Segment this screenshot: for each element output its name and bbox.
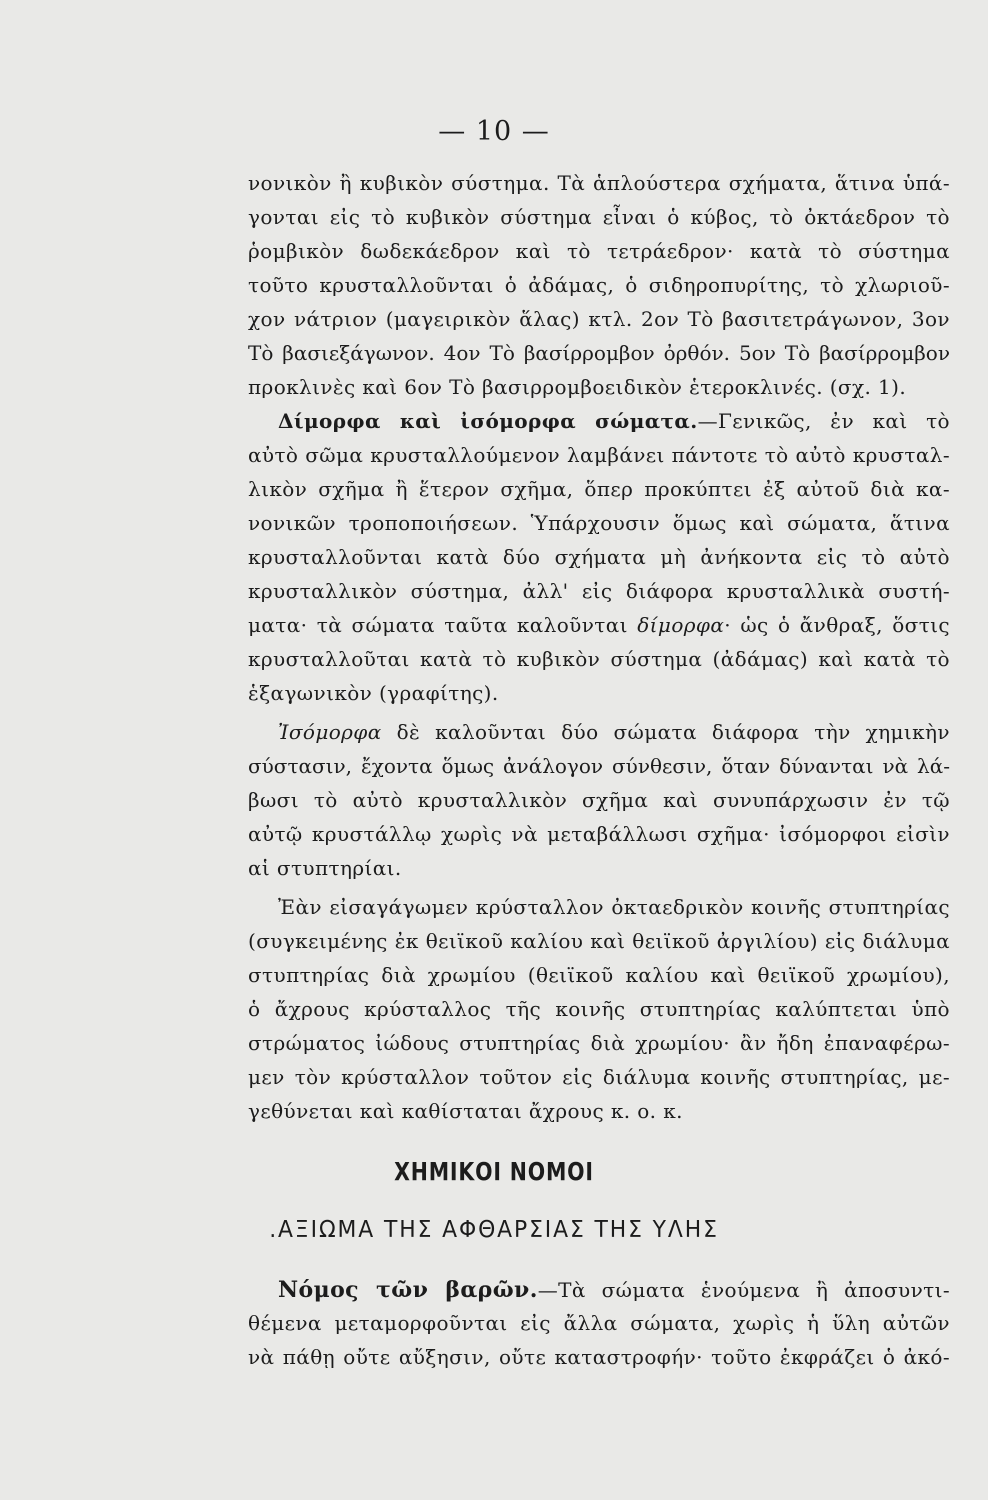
text-line: ἑξαγωνικὸν (γραφίτης). <box>248 681 499 705</box>
text-line: στρώματος ἰώδους στυπτηρίας διὰ χρωμίου· ἂν ἤδη ἐπαναφέρω- <box>248 1031 950 1055</box>
text-line: αὐτῷ κρυστάλλῳ χωρὶς νὰ μεταβάλλωσι σχῆμα· ἰσόμορφοι εἰσὶν <box>248 822 950 846</box>
text-line: Ἐὰν εἰσαγάγωμεν κρύσταλλον ὀκταεδρικὸν κοινῆς στυπτηρίας <box>278 895 950 919</box>
text-fragment: δὲ καλοῦνται δύο σώματα διάφορα τὴν χημικὴν <box>381 720 950 744</box>
text-line: προκλινὲς καὶ 6ον Τὸ βασιρρομβοειδικὸν ἑτεροκλινές. (σχ. 1). <box>248 375 907 399</box>
text-fragment: —Τὰ σώματα ἑνούμενα ἢ ἀποσυντι- <box>537 1278 950 1302</box>
text-fragment: ματα· τὰ σώματα ταῦτα καλοῦνται <box>248 613 638 637</box>
paragraph-lead-line <box>278 409 950 433</box>
section-heading: .ΑΞΙΩΜΑ ΤΗΣ ΑΦΘΑΡΣΙΑΣ ΤΗΣ ΥΛΗΣ <box>269 1217 719 1243</box>
text-line: σύστασιν, ἔχοντα ὅμως ἀνάλογον σύνθεσιν, ὅταν δύνανται νὰ λά- <box>248 754 950 778</box>
text-line: αὐτὸ σῶμα κρυσταλλούμενον λαμβάνει πάντοτε τὸ αὐτὸ κρυσταλ- <box>248 443 950 467</box>
text-fragment: —Γενικῶς, ἐν καὶ τὸ <box>697 409 950 433</box>
text-line <box>248 613 950 637</box>
text-line: λικὸν σχῆμα ἢ ἕτερον σχῆμα, ὅπερ προκύπτει ἐξ αὐτοῦ διὰ κα- <box>248 477 950 501</box>
text-line: τοῦτο κρυσταλλοῦνται ὁ ἀδάμας, ὁ σιδηροπυρίτης, τὸ χλωριοῦ- <box>248 273 950 297</box>
text-line: ῥομβικὸν δωδεκάεδρον καὶ τὸ τετράεδρον· κατὰ τὸ σύστημα <box>248 239 950 263</box>
text-line: (συγκειμένης ἐκ θειϊκοῦ καλίου καὶ θειϊκοῦ ἀργιλίου) εἰς διάλυμα <box>248 929 950 953</box>
paragraph-lead-line <box>278 1277 950 1303</box>
paragraph-lead-line <box>278 720 950 744</box>
text-fragment: · ὡς ὁ ἄνθραξ, ὅστις <box>724 613 950 637</box>
text-line: γεθύνεται καὶ καθίσταται ἄχρους κ. ο. κ. <box>248 1099 683 1123</box>
chapter-heading: ΧΗΜΙΚΟΙ ΝΟΜΟΙ <box>394 1157 594 1186</box>
text-line: κρυσταλλοῦνται κατὰ δύο σχήματα μὴ ἀνήκοντα εἰς τὸ αὐτὸ <box>248 545 950 569</box>
page-number: — 10 — <box>438 116 550 147</box>
text-line: νονικὸν ἢ κυβικὸν σύστημα. Τὰ ἁπλούστερα σχήματα, ἅτινα ὑπά- <box>248 171 950 195</box>
text-line: στυπτηρίας διὰ χρωμίου (θειϊκοῦ καλίου καὶ θειϊκοῦ χρωμίου), <box>248 963 950 987</box>
section-lead-dimorpha: Δίμορφα καὶ ἰσόμορφα σώματα. <box>278 409 698 433</box>
text-line: γονται εἰς τὸ κυβικὸν σύστημα εἶναι ὁ κύβος, τὸ ὀκτάεδρον τὸ <box>248 205 950 229</box>
term-isomorpha: Ἰσόμορφα <box>278 720 382 744</box>
section-lead-law-of-weights: Νόμος τῶν βαρῶν. <box>278 1277 538 1303</box>
text-line: μεν τὸν κρύσταλλον τοῦτον εἰς διάλυμα κοινῆς στυπτηρίας, με- <box>248 1065 950 1089</box>
text-line: κρυσταλλοῦται κατὰ τὸ κυβικὸν σύστημα (ἀδάμας) καὶ κατὰ τὸ <box>248 647 950 671</box>
term-dimorpha: δίμορφα <box>637 613 725 637</box>
text-line: Τὸ βασιεξάγωνον. 4ον Τὸ βασίρρομβον ὀρθόν. 5ον Τὸ βασίρρομβον <box>248 341 950 365</box>
text-line: νονικῶν τροποποιήσεων. Ὑπάρχουσιν ὅμως καὶ σώματα, ἅτινα <box>248 511 950 535</box>
text-line: ὁ ἄχρους κρύσταλλος τῆς κοινῆς στυπτηρίας καλύπτεται ὑπὸ <box>248 997 950 1021</box>
text-line: κρυσταλλικὸν σύστημα, ἀλλ' εἰς διάφορα κρυσταλλικὰ συστή- <box>248 579 950 603</box>
text-line: χον νάτριον (μαγειρικὸν ἅλας) κτλ. 2ον Τὸ βασιτετράγωνον, 3ον <box>248 307 950 331</box>
text-line: θέμενα μεταμορφοῦνται εἰς ἄλλα σώματα, χωρὶς ἡ ὕλη αὐτῶν <box>248 1311 950 1335</box>
text-line: νὰ πάθῃ οὔτε αὔξησιν, οὔτε καταστροφήν· τοῦτο ἐκφράζει ὁ ἀκό- <box>248 1345 950 1369</box>
text-line: αἱ στυπτηρίαι. <box>248 856 402 880</box>
text-line: βωσι τὸ αὐτὸ κρυσταλλικὸν σχῆμα καὶ συνυπάρχωσιν ἐν τῷ <box>248 788 950 812</box>
